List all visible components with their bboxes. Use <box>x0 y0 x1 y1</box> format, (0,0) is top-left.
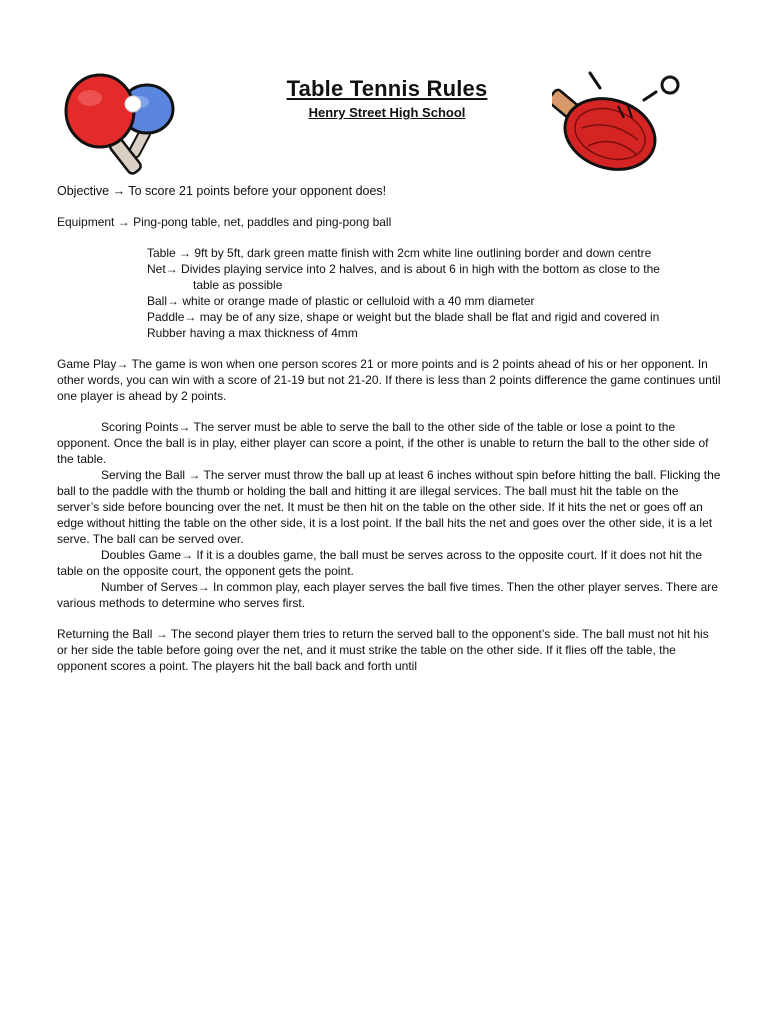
serving-the-ball-text: The server must throw the ball up at least 6 inches without spin before hitting the ball. Flicking the ball to the paddle with the thumb or holding the ball and hitting it are illegal services. The ball must hit the table on the server’s side before bouncing over the net. It must be then hit on the table on the other side. If it hits the net or goes off an edge without hitting the table on the other side, it is a lost point. If the ball hits the net and goes over the other side, it is a let serve. The ball can be served over. <box>57 468 721 546</box>
returning-the-ball-label: Returning the Ball <box>57 627 153 641</box>
net-label: Net <box>147 262 166 276</box>
game-play-paragraph <box>57 356 721 404</box>
number-of-serves-label: Number of Serves <box>101 580 198 594</box>
game-play-label: Game Play <box>57 357 117 371</box>
doubles-game-text: If it is a doubles game, the ball must be serves across to the opposite court. If it does not hit the table on the opposite court, the opponent gets the point. <box>57 548 702 578</box>
two-paddles-and-ball-icon <box>60 68 190 184</box>
arrow-icon: → <box>184 310 197 324</box>
equipment-label: Equipment <box>57 215 115 229</box>
table-text: 9ft by 5ft, dark green matte finish with 2cm white line outlining border and down centre <box>194 246 652 260</box>
ball-icon <box>125 96 141 112</box>
equipment-list <box>147 245 721 341</box>
ball-text: white or orange made of plastic or celluloid with a 40 mm diameter <box>182 294 535 308</box>
equipment-item-net <box>147 261 721 277</box>
equipment-item-ball <box>147 293 721 309</box>
paddle-hitting-ball-icon <box>552 68 688 178</box>
rules-content <box>57 183 721 674</box>
objective-text: To score 21 points before your opponent does! <box>128 184 387 198</box>
returning-the-ball-paragraph <box>57 626 721 674</box>
doubles-game-label: Doubles Game <box>101 548 182 562</box>
scoring-points-text: The server must be able to serve the ball to the other side of the table or lose a point to the opponent. Once the ball is in play, either player can score a point, if the other is unable to return the ball to the other side of the table. <box>57 420 709 466</box>
arrow-icon: → <box>165 262 178 276</box>
ball-icon <box>662 77 678 93</box>
serving-the-ball-paragraph <box>57 467 721 547</box>
number-of-serves-paragraph <box>57 579 721 611</box>
doubles-game-paragraph <box>57 547 721 579</box>
net-text-continued: table as possible <box>193 278 283 292</box>
equipment-item-table <box>147 245 721 261</box>
paddle-text: may be of any size, shape or weight but the blade shall be flat and rigid and covered in <box>199 310 660 324</box>
equipment-paragraph <box>57 214 721 230</box>
paddle-label: Paddle <box>147 310 185 324</box>
scoring-points-label: Scoring Points <box>101 420 179 434</box>
scoring-points-paragraph <box>57 419 721 467</box>
number-of-serves-text: In common play, each player serves the ball five times. Then the other player serves. There are various methods to determine who serves first. <box>57 580 718 610</box>
arrow-icon: → <box>116 357 129 371</box>
objective-paragraph <box>57 183 721 199</box>
objective-label: Objective <box>57 184 110 198</box>
game-play-text: The game is won when one person scores 21 or more points and is 2 points ahead of his or her opponent. In other words, you can win with a score of 21-19 but not 21-20. If there is less than 2 points difference the game continues until one player is ahead by 2 points. <box>57 357 721 403</box>
paddle-text-continued: Rubber having a max thickness of 4mm <box>147 326 358 340</box>
arrow-icon: → <box>117 215 130 229</box>
net-text: Divides playing service into 2 halves, and is about 6 in high with the bottom as close to the <box>181 262 660 276</box>
arrow-icon: → <box>181 548 194 562</box>
arrow-icon: → <box>179 246 192 260</box>
ball-label: Ball <box>147 294 168 308</box>
table-label: Table <box>147 246 176 260</box>
arrow-icon: → <box>155 627 168 641</box>
arrow-icon: → <box>197 580 210 594</box>
arrow-icon: → <box>188 468 201 482</box>
arrow-icon: → <box>167 294 180 308</box>
arrow-icon: → <box>112 184 126 198</box>
serving-the-ball-label: Serving the Ball <box>101 468 186 482</box>
returning-the-ball-text: The second player them tries to return the served ball to the opponent’s side. The ball must not hit his or her side the table before going over the net, and it must strike the table on the other side. If it flies off the table, the opponent scores a point. The players hit the ball back and forth until <box>57 627 709 673</box>
equipment-item-paddle <box>147 309 721 325</box>
page-subtitle: Henry Street High School <box>308 105 466 120</box>
equipment-text: Ping-pong table, net, paddles and ping-pong ball <box>133 215 392 229</box>
page-title: Table Tennis Rules <box>286 76 488 101</box>
arrow-icon: → <box>178 420 191 434</box>
